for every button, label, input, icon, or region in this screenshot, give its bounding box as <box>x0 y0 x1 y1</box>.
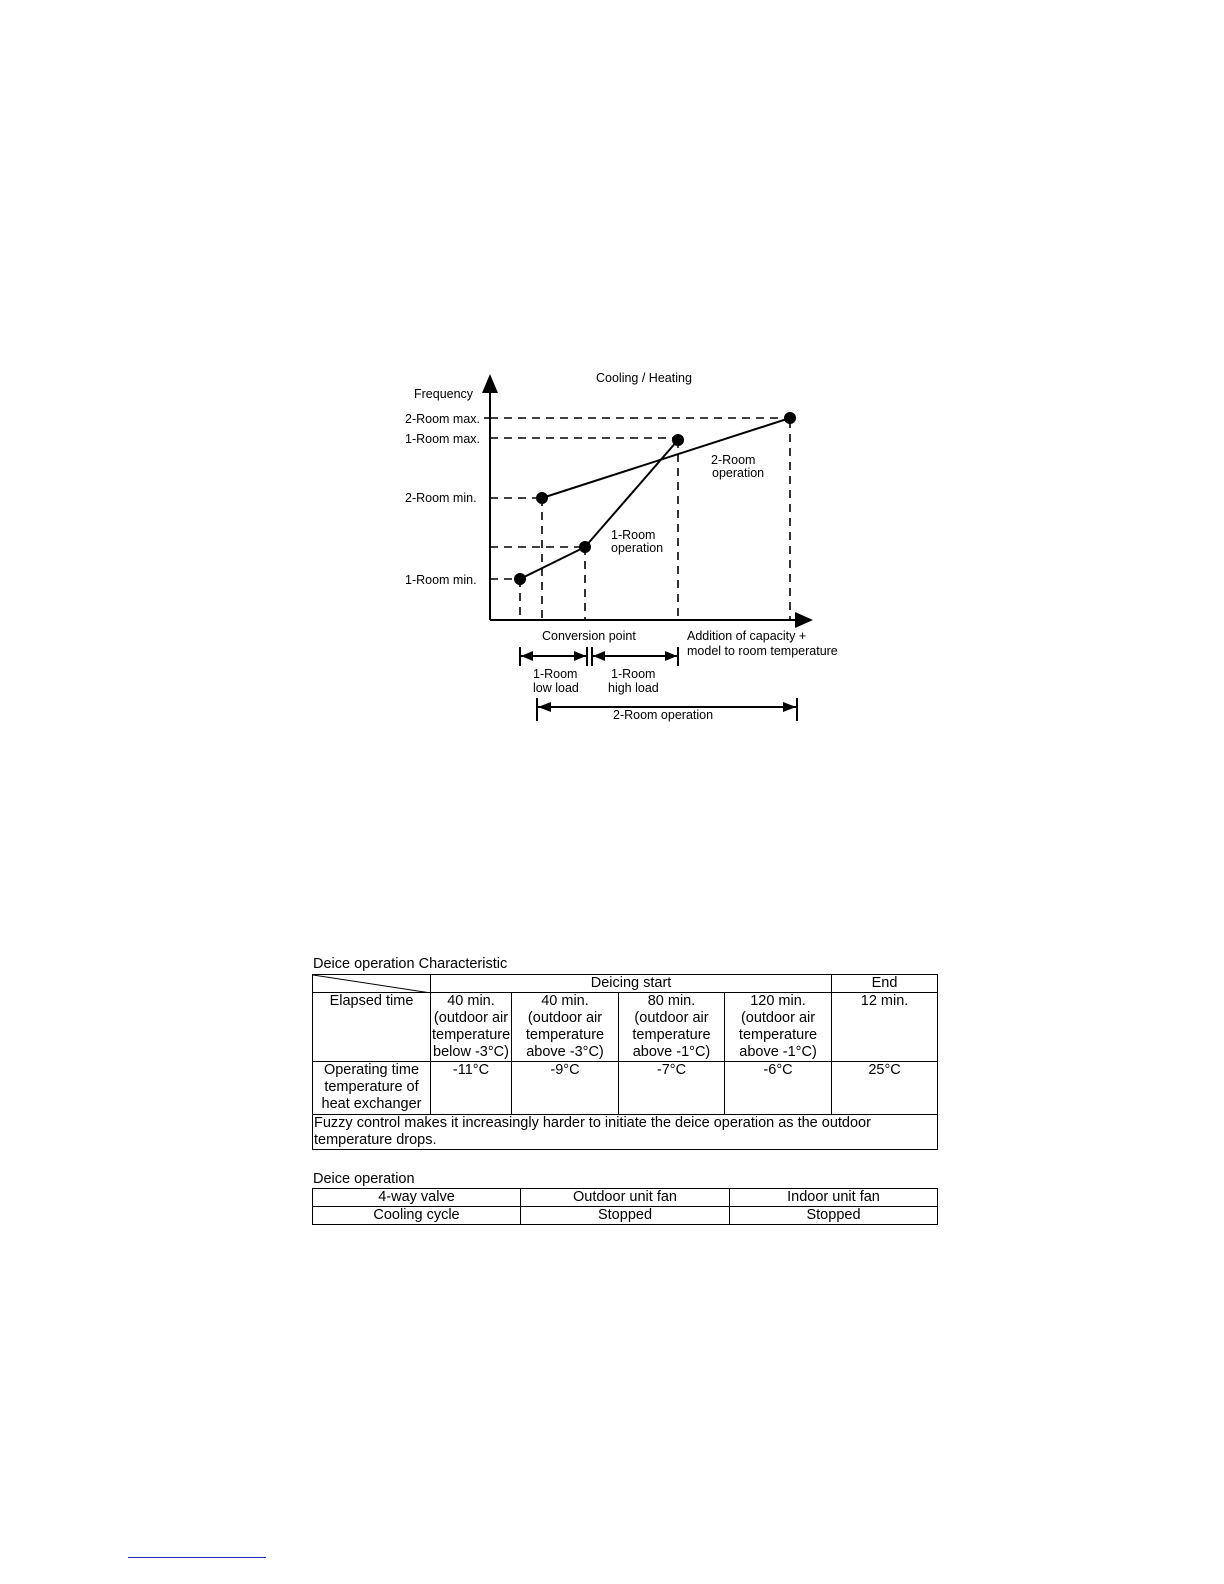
low-load-label-1: 1-Room <box>533 667 578 681</box>
level-1room-max: 1-Room max. <box>405 432 481 446</box>
deice-characteristic-table <box>312 974 938 1150</box>
two-room-line-label-2: operation <box>712 466 765 480</box>
cell-line: (outdoor air <box>634 1010 709 1026</box>
value-indoor-fan: Stopped <box>730 1207 938 1225</box>
addition-label-2: model to room temperature <box>687 644 838 658</box>
elapsed-time-label: Elapsed time <box>313 993 431 1062</box>
cell-line: temperature <box>432 1027 511 1043</box>
cell-line: below -3°C) <box>433 1044 509 1060</box>
level-1room-min: 1-Room min. <box>405 573 477 587</box>
cell-line: temperature <box>632 1027 711 1043</box>
level-2room-min: 2-Room min. <box>405 491 477 505</box>
cell-line: temperature <box>738 1027 818 1043</box>
deice-operation-caption: Deice operation <box>313 1171 415 1187</box>
cell-line: (outdoor air <box>740 1010 816 1026</box>
cell-line: above -3°C) <box>526 1044 604 1060</box>
elapsed-cell-5 <box>832 993 938 1062</box>
table-row <box>313 1207 938 1225</box>
fuzzy-control-note <box>313 1115 938 1150</box>
point-1room-min <box>514 573 526 585</box>
low-load-label-2: low load <box>533 681 579 695</box>
cell-line: 80 min. <box>647 993 696 1009</box>
y-axis-arrow <box>482 374 498 393</box>
high-load-arrow-right <box>665 651 677 661</box>
header-outdoor-fan: Outdoor unit fan <box>521 1189 730 1207</box>
cell-line: above -1°C) <box>739 1044 817 1060</box>
low-load-arrow-right <box>574 651 586 661</box>
y-axis-label: Frequency <box>414 387 474 401</box>
value-4way-valve: Cooling cycle <box>313 1207 521 1225</box>
cell-line: 12 min. <box>860 993 909 1009</box>
header-indoor-fan: Indoor unit fan <box>730 1189 938 1207</box>
deice-operation-table <box>312 1188 938 1225</box>
elapsed-cell-2 <box>512 993 619 1062</box>
two-room-arrow-right <box>783 702 796 712</box>
two-room-arrow-left <box>538 702 551 712</box>
cell-line: above -1°C) <box>632 1044 711 1060</box>
optemp-cell-3: -7°C <box>619 1062 725 1115</box>
point-2room-min <box>536 492 548 504</box>
elapsed-cell-1 <box>431 993 512 1062</box>
diagonal-line <box>313 975 431 993</box>
note-line: temperature drops. <box>314 1132 437 1148</box>
point-2room-max <box>784 412 796 424</box>
cell-line: heat exchanger <box>321 1096 422 1112</box>
value-outdoor-fan: Stopped <box>521 1207 730 1225</box>
cell-line: temperature <box>525 1027 605 1043</box>
optemp-cell-5: 25°C <box>832 1062 938 1115</box>
optemp-cell-1: -11°C <box>431 1062 512 1115</box>
optemp-cell-4: -6°C <box>725 1062 832 1115</box>
cell-line: (outdoor air <box>527 1010 603 1026</box>
point-1room-max <box>672 434 684 446</box>
table-row <box>313 993 938 1062</box>
table-row <box>313 975 938 993</box>
one-room-line-label-1: 1-Room <box>611 528 656 542</box>
cell-line: Operating time <box>323 1062 420 1078</box>
addition-label-1: Addition of capacity + <box>687 629 807 643</box>
end-header: End <box>832 975 938 993</box>
high-load-label-2: high load <box>608 681 659 695</box>
table-row <box>313 1115 938 1150</box>
cell-line: (outdoor air <box>433 1010 509 1026</box>
table-row <box>313 1189 938 1207</box>
cell-line: temperature of <box>324 1079 419 1095</box>
deicing-start-header: Deicing start <box>431 975 832 993</box>
point-conversion <box>579 541 591 553</box>
high-load-arrow-left <box>593 651 605 661</box>
cell-line: 40 min. <box>541 993 589 1009</box>
high-load-label-1: 1-Room <box>611 667 656 681</box>
deice-characteristic-caption: Deice operation Characteristic <box>313 956 508 972</box>
two-room-range-label: 2-Room operation <box>613 708 714 722</box>
header-4way-valve: 4-way valve <box>313 1189 521 1207</box>
low-load-arrow-left <box>521 651 533 661</box>
corner-cell <box>313 975 431 993</box>
diagram-title: Cooling / Heating <box>596 371 692 385</box>
elapsed-cell-3 <box>619 993 725 1062</box>
cell-line: 40 min. <box>447 993 495 1009</box>
two-room-line-label-1: 2-Room <box>711 453 756 467</box>
x-axis-arrow <box>795 612 813 628</box>
frequency-diagram <box>0 0 1224 740</box>
note-line: Fuzzy control makes it increasingly harder to initiate the deice operation as the outdoor <box>314 1115 871 1131</box>
table-row <box>313 1062 938 1115</box>
elapsed-cell-4 <box>725 993 832 1062</box>
conversion-point-label: Conversion point <box>542 629 636 643</box>
cell-line: 120 min. <box>750 993 806 1009</box>
operating-temp-label <box>313 1062 431 1115</box>
optemp-cell-2: -9°C <box>512 1062 619 1115</box>
level-2room-max: 2-Room max. <box>405 412 481 426</box>
footer-rule <box>128 1557 266 1558</box>
one-room-line-label-2: operation <box>611 541 664 555</box>
